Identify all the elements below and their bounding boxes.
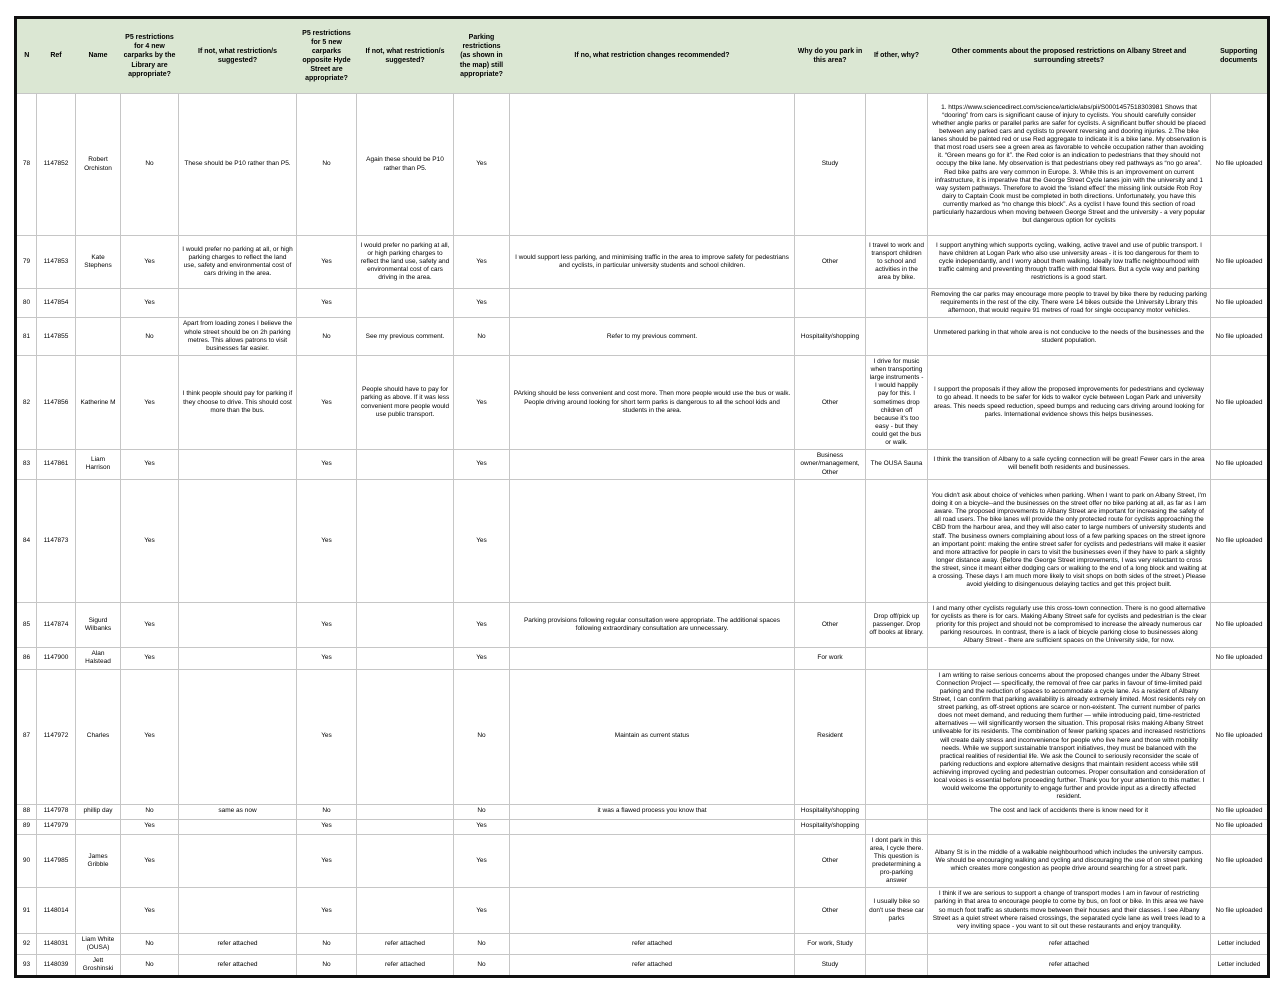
table-row xyxy=(16,834,1269,888)
cell-library-suggested xyxy=(179,289,297,318)
cell-map-appropriate: No xyxy=(454,933,510,954)
cell-why-park: For work, Study xyxy=(795,933,866,954)
cell-library-suggested: These should be P10 rather than P5. xyxy=(179,94,297,236)
cell-map-appropriate: Yes xyxy=(454,289,510,318)
cell-map-appropriate: Yes xyxy=(454,94,510,236)
cell-hyde-appropriate: Yes xyxy=(297,236,357,289)
cell-other-comments: You didn't ask about choice of vehicles when parking. When I want to park on Albany Street, I'm doing it on a bicycle--and the businesses on the street offer no bike parking at all, as far as I am aware. The proposed improvements to Albany Street are important for increasing the safety of all road users. The bike lanes will provide the only protected route for cyclists approaching the CBD from the harbour area, and they will also cater to large numbers of university students and staff. The business owners complaining about loss of a few parking spaces on the street ignore an important point: making the entire street safer for cyclists and pedestrians will make it easier and more attractive for people in cars to visit the businesses even if they have to park a slightly longer distance away. (Before the George Street improvements, I was very reluctant to cross the street, since it meant either dodging cars or walking to the end of a long block and waiting at a crossing. These days I am much more likely to visit shops on both sides of the street.) Please avoid yielding to disingenuous delaying tactics and get this project built. xyxy=(928,479,1211,602)
column-header: Name xyxy=(76,18,121,94)
cell-ref: 1147861 xyxy=(37,450,76,479)
table-row xyxy=(16,648,1269,669)
cell-supporting-docs: No file uploaded xyxy=(1211,819,1269,834)
cell-hyde-suggested xyxy=(357,834,454,888)
cell-ref: 1147852 xyxy=(37,94,76,236)
cell-name: Alan Halstead xyxy=(76,648,121,669)
cell-map-appropriate: No xyxy=(454,804,510,819)
table-row xyxy=(16,289,1269,318)
cell-ref: 1147874 xyxy=(37,602,76,648)
table-row xyxy=(16,479,1269,602)
cell-n: 92 xyxy=(16,933,37,954)
cell-ref: 1147855 xyxy=(37,318,76,356)
cell-library-appropriate: Yes xyxy=(121,355,179,449)
cell-library-appropriate: Yes xyxy=(121,602,179,648)
cell-name xyxy=(76,479,121,602)
cell-hyde-appropriate: Yes xyxy=(297,289,357,318)
cell-hyde-appropriate: Yes xyxy=(297,834,357,888)
cell-changes-recommended xyxy=(510,888,795,934)
cell-if-other-why: I dont park in this area, I cycle there. This question is predetermining a pro-parking answer xyxy=(866,834,928,888)
cell-library-suggested xyxy=(179,819,297,834)
cell-why-park: Study xyxy=(795,955,866,977)
cell-map-appropriate: Yes xyxy=(454,834,510,888)
cell-why-park xyxy=(795,479,866,602)
cell-library-appropriate: Yes xyxy=(121,834,179,888)
cell-changes-recommended xyxy=(510,450,795,479)
cell-changes-recommended: refer attached xyxy=(510,933,795,954)
cell-library-suggested xyxy=(179,648,297,669)
cell-if-other-why xyxy=(866,804,928,819)
table-row xyxy=(16,955,1269,977)
cell-ref: 1147873 xyxy=(37,479,76,602)
cell-hyde-appropriate: Yes xyxy=(297,888,357,934)
table-row xyxy=(16,804,1269,819)
cell-library-appropriate: Yes xyxy=(121,648,179,669)
cell-other-comments xyxy=(928,819,1211,834)
cell-other-comments: The cost and lack of accidents there is know need for it xyxy=(928,804,1211,819)
cell-library-suggested: refer attached xyxy=(179,955,297,977)
cell-name: Katherine M xyxy=(76,355,121,449)
cell-name: Charles xyxy=(76,669,121,804)
cell-n: 81 xyxy=(16,318,37,356)
column-header: Why do you park in this area? xyxy=(795,18,866,94)
cell-if-other-why xyxy=(866,318,928,356)
cell-name xyxy=(76,318,121,356)
cell-library-appropriate: No xyxy=(121,933,179,954)
cell-other-comments: I think if we are serious to support a change of transport modes I am in favour of restricting parking in that area to encourage people to come by bus, on foot or bike. In this area we have so much foot traffic as students move between their houses and their classes. I see Albany Street as a quiet street where raised crossings, the separated cycle lane as well trees lead to a very inviting space - you want to sit out these restaurants and enjoy tranquility. xyxy=(928,888,1211,934)
cell-hyde-appropriate: Yes xyxy=(297,602,357,648)
cell-why-park: Resident xyxy=(795,669,866,804)
column-header: P5 restrictions for 4 new carparks by the Library are appropriate? xyxy=(121,18,179,94)
cell-map-appropriate: No xyxy=(454,669,510,804)
cell-ref: 1148014 xyxy=(37,888,76,934)
cell-changes-recommended: Refer to my previous comment. xyxy=(510,318,795,356)
cell-ref: 1147978 xyxy=(37,804,76,819)
cell-n: 84 xyxy=(16,479,37,602)
table-row xyxy=(16,888,1269,934)
cell-hyde-appropriate: Yes xyxy=(297,669,357,804)
cell-changes-recommended: Parking provisions following regular consultation were appropriate. The additional spaces following extraordinary consultation are unnecessary. xyxy=(510,602,795,648)
cell-name xyxy=(76,819,121,834)
cell-changes-recommended xyxy=(510,648,795,669)
cell-n: 93 xyxy=(16,955,37,977)
cell-why-park: Other xyxy=(795,355,866,449)
cell-library-suggested: I would prefer no parking at all, or high parking charges to reflect the land use, safety and environmental cost of cars driving in the area. xyxy=(179,236,297,289)
cell-hyde-appropriate: No xyxy=(297,804,357,819)
cell-if-other-why xyxy=(866,94,928,236)
cell-changes-recommended xyxy=(510,94,795,236)
cell-other-comments: Unmetered parking in that whole area is not conducive to the needs of the businesses and the student population. xyxy=(928,318,1211,356)
column-header: Ref xyxy=(37,18,76,94)
cell-why-park: Business owner/management, Other xyxy=(795,450,866,479)
cell-hyde-appropriate: No xyxy=(297,94,357,236)
cell-if-other-why xyxy=(866,669,928,804)
cell-supporting-docs: No file uploaded xyxy=(1211,479,1269,602)
cell-supporting-docs: No file uploaded xyxy=(1211,602,1269,648)
cell-library-suggested: Apart from loading zones I believe the whole street should be on 2h parking metres. This allows patrons to visit businesses far easier. xyxy=(179,318,297,356)
cell-hyde-suggested xyxy=(357,669,454,804)
cell-supporting-docs: No file uploaded xyxy=(1211,236,1269,289)
cell-hyde-suggested xyxy=(357,479,454,602)
cell-library-suggested: I think people should pay for parking if they choose to drive. This should cost more than the bus. xyxy=(179,355,297,449)
cell-other-comments: Removing the car parks may encourage more people to travel by bike there by reducing parking requirements in the rest of the city. There were 14 bikes outside the University Library this afternoon, that would require 91 metres of road for single occupancy motor vehicles. xyxy=(928,289,1211,318)
cell-changes-recommended xyxy=(510,289,795,318)
cell-library-suggested: refer attached xyxy=(179,933,297,954)
cell-supporting-docs: No file uploaded xyxy=(1211,804,1269,819)
cell-other-comments: refer attached xyxy=(928,933,1211,954)
cell-if-other-why: The OUSA Sauna xyxy=(866,450,928,479)
cell-why-park: Other xyxy=(795,888,866,934)
table-row xyxy=(16,94,1269,236)
cell-map-appropriate: Yes xyxy=(454,888,510,934)
cell-if-other-why xyxy=(866,819,928,834)
column-header: Parking restrictions (as shown in the map) still appropriate? xyxy=(454,18,510,94)
table-row xyxy=(16,318,1269,356)
cell-library-suggested xyxy=(179,669,297,804)
cell-n: 91 xyxy=(16,888,37,934)
cell-if-other-why xyxy=(866,289,928,318)
cell-name: Kate Stephens xyxy=(76,236,121,289)
cell-hyde-appropriate: Yes xyxy=(297,450,357,479)
cell-name: Liam White (OUSA) xyxy=(76,933,121,954)
cell-if-other-why: I travel to work and transport children to school and activities in the area by bike. xyxy=(866,236,928,289)
cell-library-suggested xyxy=(179,479,297,602)
cell-map-appropriate: Yes xyxy=(454,479,510,602)
cell-map-appropriate: No xyxy=(454,318,510,356)
cell-library-appropriate: Yes xyxy=(121,450,179,479)
cell-ref: 1147856 xyxy=(37,355,76,449)
cell-ref: 1147900 xyxy=(37,648,76,669)
cell-changes-recommended: Maintain as current status xyxy=(510,669,795,804)
cell-supporting-docs: No file uploaded xyxy=(1211,450,1269,479)
column-header: P5 restrictions for 5 new carparks opposite Hyde Street are appropriate? xyxy=(297,18,357,94)
cell-n: 87 xyxy=(16,669,37,804)
cell-if-other-why: Drop off/pick up passenger. Drop off books at library. xyxy=(866,602,928,648)
cell-supporting-docs: No file uploaded xyxy=(1211,888,1269,934)
cell-changes-recommended xyxy=(510,834,795,888)
cell-name: Sigurd Wilbanks xyxy=(76,602,121,648)
cell-supporting-docs: No file uploaded xyxy=(1211,669,1269,804)
cell-ref: 1147854 xyxy=(37,289,76,318)
cell-hyde-suggested xyxy=(357,289,454,318)
cell-if-other-why xyxy=(866,479,928,602)
cell-library-appropriate: Yes xyxy=(121,479,179,602)
cell-other-comments: refer attached xyxy=(928,955,1211,977)
cell-library-appropriate: Yes xyxy=(121,289,179,318)
cell-hyde-suggested: refer attached xyxy=(357,955,454,977)
cell-why-park: For work xyxy=(795,648,866,669)
cell-n: 79 xyxy=(16,236,37,289)
cell-hyde-suggested xyxy=(357,450,454,479)
header-row xyxy=(16,18,1269,94)
cell-if-other-why xyxy=(866,648,928,669)
cell-if-other-why: I drive for music when transporting large instruments - I would happily pay for this. I sometimes drop children off because it's too easy - but they could get the bus or walk. xyxy=(866,355,928,449)
cell-supporting-docs: Letter included xyxy=(1211,933,1269,954)
cell-changes-recommended: I would support less parking, and minimising traffic in the area to improve safety for pedestrians and cyclists, in particular university students and school children. xyxy=(510,236,795,289)
cell-other-comments: Albany St is in the middle of a walkable neighbourhood which includes the university campus. We should be encouraging walking and cycling and discouraging the use of on street parking which creates more congestion as people drive around searching for a street park. xyxy=(928,834,1211,888)
cell-library-appropriate: Yes xyxy=(121,669,179,804)
cell-other-comments: I think the transition of Albany to a safe cycling connection will be great! Fewer cars in the area will benefit both residents and businesses. xyxy=(928,450,1211,479)
cell-hyde-suggested xyxy=(357,804,454,819)
cell-ref: 1147972 xyxy=(37,669,76,804)
cell-why-park: Hospitality/shopping xyxy=(795,318,866,356)
table-row xyxy=(16,355,1269,449)
cell-supporting-docs: No file uploaded xyxy=(1211,289,1269,318)
cell-changes-recommended: refer attached xyxy=(510,955,795,977)
cell-map-appropriate: Yes xyxy=(454,648,510,669)
table-row xyxy=(16,933,1269,954)
cell-hyde-suggested xyxy=(357,648,454,669)
cell-map-appropriate: Yes xyxy=(454,236,510,289)
cell-map-appropriate: Yes xyxy=(454,819,510,834)
cell-n: 86 xyxy=(16,648,37,669)
column-header: Supporting documents xyxy=(1211,18,1269,94)
column-header: If not, what restriction/s suggested? xyxy=(179,18,297,94)
cell-n: 85 xyxy=(16,602,37,648)
cell-library-appropriate: No xyxy=(121,318,179,356)
cell-hyde-suggested: See my previous comment. xyxy=(357,318,454,356)
cell-library-appropriate: No xyxy=(121,94,179,236)
cell-name xyxy=(76,289,121,318)
cell-ref: 1147853 xyxy=(37,236,76,289)
cell-library-suggested xyxy=(179,450,297,479)
cell-name: Robert Orchiston xyxy=(76,94,121,236)
cell-why-park: Study xyxy=(795,94,866,236)
cell-why-park xyxy=(795,289,866,318)
cell-why-park: Hospitality/shopping xyxy=(795,819,866,834)
column-header: Other comments about the proposed restrictions on Albany Street and surrounding streets? xyxy=(928,18,1211,94)
cell-other-comments: I support anything which supports cycling, walking, active travel and use of public transport. I have children at Logan Park who also use university areas - it is too dangerous for them to cycle independantly, and I worry about them walking. Ideally low traffic neighbourhood with traffic calming and preventing through traffic with modal filters. But a cycle way and parking restrictions is a good start. xyxy=(928,236,1211,289)
column-header: If not, what restriction/s suggested? xyxy=(357,18,454,94)
cell-supporting-docs: No file uploaded xyxy=(1211,318,1269,356)
cell-other-comments: I am writing to raise serious concerns about the proposed changes under the Albany Street Connection Project — specifically, the removal of free car parks in favour of time-limited paid parking and the reduction of spaces to accommodate a cycle lane. As a resident of Albany Street, I can confirm that parking availability is already extremely limited. Most residents rely on street parking, as off-street options are scarce or non-existent. The current number of parks does not meet demand, and reducing them further — while introducing paid, time-restricted alternatives — will significantly worsen the situation. This proposal risks making Albany Street unliveable for its residents. The combination of fewer parking spaces and increased restrictions will create daily stress and inconvenience for people who live here and those with mobility needs. While we support sustainable transport initiatives, they must be balanced with the practical realities of residential life. We ask the Council to seriously reconsider the scale of parking reductions and explore alternative designs that maintain resident access while still achieving improved cycling and pedestrian outcomes. Proper consultation and consideration of local voices is essential before proceeding further. Thank you for your attention to this matter. I would welcome the opportunity to engage further and provide input as a directly affected resident. xyxy=(928,669,1211,804)
table-row xyxy=(16,236,1269,289)
cell-name xyxy=(76,888,121,934)
cell-supporting-docs: No file uploaded xyxy=(1211,94,1269,236)
cell-hyde-appropriate: Yes xyxy=(297,355,357,449)
cell-name: phillip day xyxy=(76,804,121,819)
cell-hyde-appropriate: Yes xyxy=(297,819,357,834)
cell-library-appropriate: Yes xyxy=(121,819,179,834)
cell-other-comments: I support the proposals if they allow the proposed improvements for pedestrians and cycleway to go ahead. It needs to be safer for kids to walkor cycle between Logan Park and university areas. This needs speed reduction, speed bumps and reducing cars driving around looking for parks. International evidence shows this helps businesses. xyxy=(928,355,1211,449)
cell-hyde-appropriate: No xyxy=(297,318,357,356)
cell-hyde-appropriate: No xyxy=(297,955,357,977)
cell-if-other-why xyxy=(866,955,928,977)
cell-n: 82 xyxy=(16,355,37,449)
cell-n: 83 xyxy=(16,450,37,479)
cell-n: 88 xyxy=(16,804,37,819)
cell-supporting-docs: No file uploaded xyxy=(1211,355,1269,449)
cell-hyde-suggested xyxy=(357,888,454,934)
cell-why-park: Other xyxy=(795,602,866,648)
column-header: N xyxy=(16,18,37,94)
cell-hyde-suggested xyxy=(357,819,454,834)
column-header: If other, why? xyxy=(866,18,928,94)
cell-other-comments: I and many other cyclists regularly use this cross-town connection. There is no good alternative for cyclists as there is for cars. Making Albany Street safe for cyclists and pedestrian is the clear priority for this project and should not be compromised to increase the already numerous car parking resources. In contrast, there is a lack of bicycle parking close to businesses along Albany Street - there are sufficient spaces on the University side, for now. xyxy=(928,602,1211,648)
cell-library-suggested: same as now xyxy=(179,804,297,819)
cell-hyde-suggested: People should have to pay for parking as above. If it was less convenient more people would use public transport. xyxy=(357,355,454,449)
table-row xyxy=(16,450,1269,479)
cell-why-park: Other xyxy=(795,236,866,289)
table-row xyxy=(16,819,1269,834)
cell-library-appropriate: Yes xyxy=(121,236,179,289)
cell-supporting-docs: No file uploaded xyxy=(1211,648,1269,669)
cell-library-suggested xyxy=(179,888,297,934)
cell-library-appropriate: No xyxy=(121,804,179,819)
cell-n: 90 xyxy=(16,834,37,888)
cell-changes-recommended: PArking should be less convenient and cost more. Then more people would use the bus or walk. People driving around looking for short term parks is dangerous to all the school kids and students in the area. xyxy=(510,355,795,449)
cell-hyde-suggested xyxy=(357,602,454,648)
cell-changes-recommended xyxy=(510,479,795,602)
cell-name: Liam Harrison xyxy=(76,450,121,479)
cell-n: 80 xyxy=(16,289,37,318)
cell-supporting-docs: Letter included xyxy=(1211,955,1269,977)
cell-map-appropriate: Yes xyxy=(454,355,510,449)
cell-name: James Gribble xyxy=(76,834,121,888)
cell-hyde-suggested: I would prefer no parking at all, or high parking charges to reflect the land use, safety and environmental cost of cars driving in the area. xyxy=(357,236,454,289)
cell-map-appropriate: No xyxy=(454,955,510,977)
cell-ref: 1147985 xyxy=(37,834,76,888)
cell-ref: 1148039 xyxy=(37,955,76,977)
cell-ref: 1147979 xyxy=(37,819,76,834)
table-row xyxy=(16,669,1269,804)
cell-library-appropriate: No xyxy=(121,955,179,977)
cell-hyde-appropriate: No xyxy=(297,933,357,954)
table-row xyxy=(16,602,1269,648)
cell-name: Jett Groshinski xyxy=(76,955,121,977)
cell-ref: 1148031 xyxy=(37,933,76,954)
cell-hyde-appropriate: Yes xyxy=(297,648,357,669)
column-header: If no, what restriction changes recommended? xyxy=(510,18,795,94)
cell-library-suggested xyxy=(179,602,297,648)
cell-n: 89 xyxy=(16,819,37,834)
cell-if-other-why xyxy=(866,933,928,954)
cell-changes-recommended xyxy=(510,819,795,834)
cell-map-appropriate: Yes xyxy=(454,602,510,648)
cell-other-comments xyxy=(928,648,1211,669)
cell-supporting-docs: No file uploaded xyxy=(1211,834,1269,888)
cell-map-appropriate: Yes xyxy=(454,450,510,479)
cell-why-park: Hospitality/shopping xyxy=(795,804,866,819)
cell-why-park: Other xyxy=(795,834,866,888)
responses-table xyxy=(14,16,1270,978)
cell-hyde-suggested: refer attached xyxy=(357,933,454,954)
cell-n: 78 xyxy=(16,94,37,236)
cell-hyde-suggested: Again these should be P10 rather than P5. xyxy=(357,94,454,236)
cell-other-comments: 1. https://www.sciencedirect.com/science/article/abs/pii/S0001457518303981 Shows that “dooring” from cars is significant cause of injury to cyclists. You should carefully consider whether angle parks or parallel parks are safer for cyclists. A significant buffer should be placed between any parked cars and cyclists to prevent reversing and dooring injuries. 2.The bike lanes should be painted red or use Red aggregate to indicate it is a bike lane. My observation is that most road users see a green area as favorable to vehcile occupation rather than avoiding it. “Green means go for it”. the Red color is an indication to pedestrians that they should not occupy the bike lane. My observation is that pedestrians obey red pathways as “no go area”. Red bike paths are very common in Europe. 3. While this is an improvement on current infrastructure, it is imperative that the George Street Cycle lanes join with the university and 1 way system pathways. Therefore to avoid the ‘island effect’ the missing link outside Rob Roy dairy to Captain Cook must be completed in both directions. Unfortunately, you have this currently marked as “no change this block”. As a cyclist I have found this section of road particularly hazardous when moving between George Street and the university - a very popular but dangerous option for cyclists xyxy=(928,94,1211,236)
cell-if-other-why: I usually bike so don't use these car parks xyxy=(866,888,928,934)
cell-library-suggested xyxy=(179,834,297,888)
cell-hyde-appropriate: Yes xyxy=(297,479,357,602)
cell-library-appropriate: Yes xyxy=(121,888,179,934)
cell-changes-recommended: it was a flawed process you know that xyxy=(510,804,795,819)
